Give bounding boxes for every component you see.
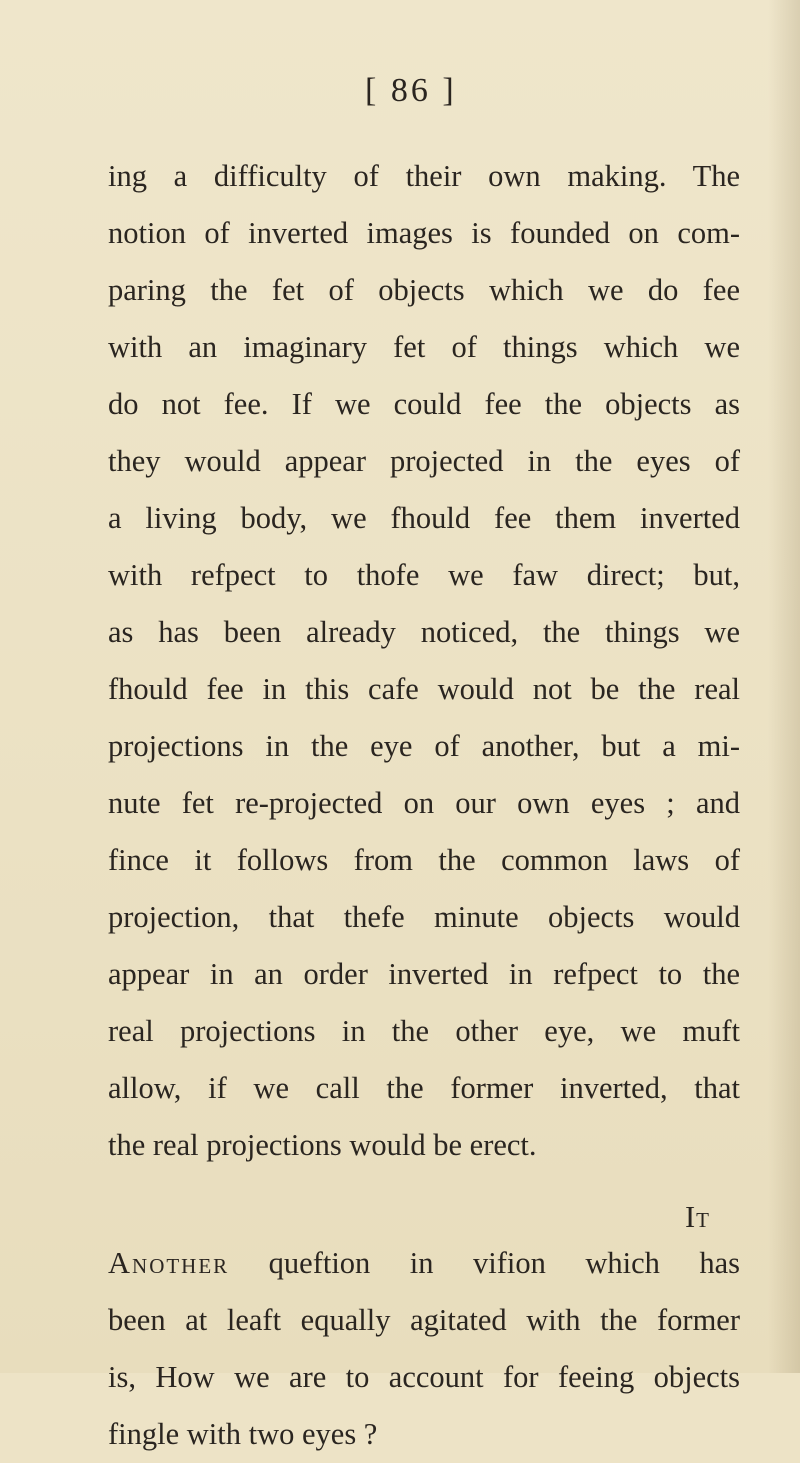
text-line: a living body, we fhould fee them inverted: [108, 501, 740, 535]
text-line: fhould fee in this cafe would not be the real: [108, 672, 740, 706]
text-line: allow, if we call the former inverted, that: [108, 1071, 740, 1105]
text-line: they would appear projected in the eyes of: [108, 444, 740, 478]
text-line: nute fet re-projected on our own eyes ; and: [108, 786, 740, 820]
text-line: with refpect to thofe we faw direct; but,: [108, 558, 740, 592]
text-line: projections in the eye of another, but a mi-: [108, 729, 740, 763]
catchword: It: [685, 1200, 710, 1234]
text-line: is, How we are to account for feeing objects: [108, 1360, 740, 1394]
text-line: do not fee. If we could fee the objects as: [108, 387, 740, 421]
text-line: ing a difficulty of their own making. The: [108, 159, 740, 193]
text-line: paring the fet of objects which we do fee: [108, 273, 740, 307]
lead-word: Another: [108, 1246, 230, 1280]
text-line: fingle with two eyes ?: [108, 1417, 378, 1451]
body-text: [108, 148, 740, 1463]
line-rest: queftion in vifion which has: [229, 1246, 740, 1280]
text-line: the real projections would be erect.: [108, 1128, 537, 1162]
text-line: with an imaginary fet of things which we: [108, 330, 740, 364]
text-line: as has been already noticed, the things we: [108, 615, 740, 649]
text-line: [108, 1235, 740, 1292]
text-line: projection, that thefe minute objects would: [108, 900, 740, 934]
paragraph-2: [108, 1235, 740, 1463]
text-line: fince it follows from the common laws of: [108, 843, 740, 877]
text-line: real projections in the other eye, we muft: [108, 1014, 740, 1048]
text-line: appear in an order inverted in refpect to the: [108, 957, 740, 991]
page-number-header: [ 86 ]: [365, 72, 457, 109]
text-line: notion of inverted images is founded on com-: [108, 216, 740, 250]
paragraph-1: [108, 148, 740, 1174]
text-line: been at leaft equally agitated with the former: [108, 1303, 740, 1337]
paragraph-gap: [108, 1174, 740, 1235]
